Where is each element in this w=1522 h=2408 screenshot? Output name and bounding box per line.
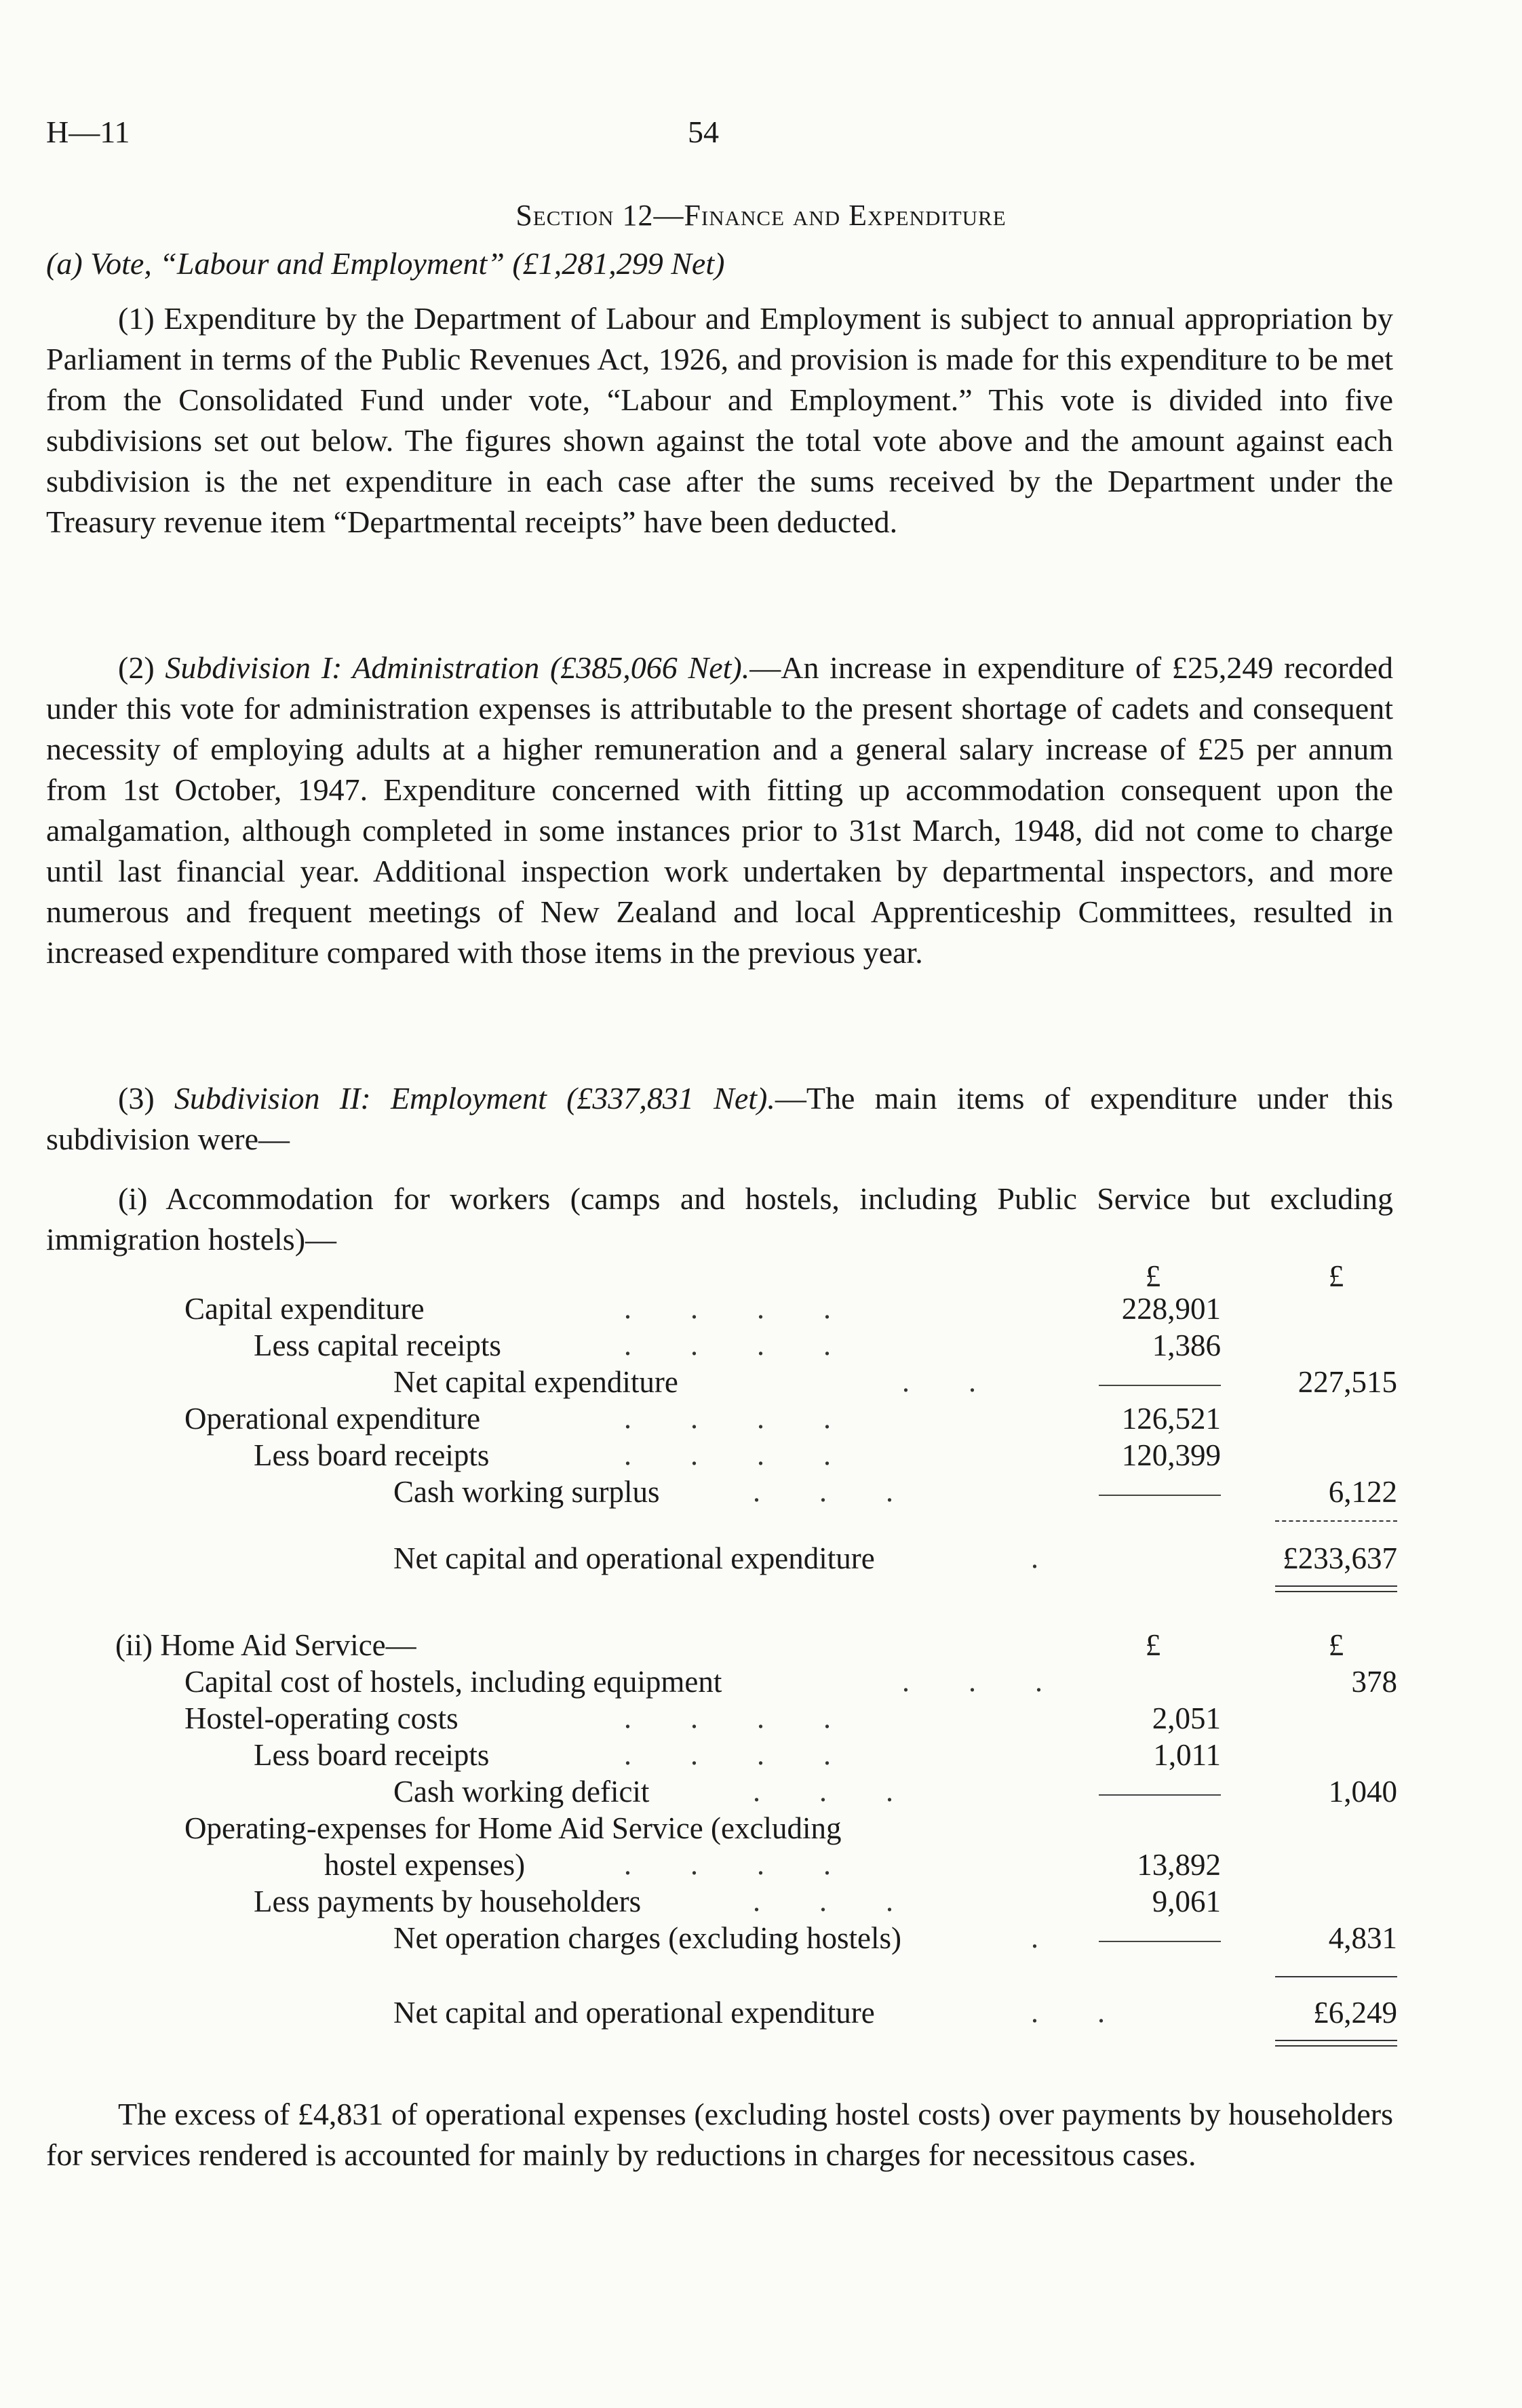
paragraph-3-number: (3) — [118, 1081, 174, 1116]
subtotal-rule — [1099, 1941, 1221, 1942]
paragraph-1: (1) Expenditure by the Department of Labour and Employment is subject to annual appropriation by Parliament in terms of the Public Revenues Act, 1926, and provision is made for this expenditure to be met from the Consolidated Fund under vote, “Labour and Employment.” This vote is divided into five subdivisions set out below. The figures shown against the total vote above and the amount against each subdivision is the net expenditure in each case after the sums received by the Department under the Treasury revenue item “Departmental receipts” have been deducted. — [46, 301, 1393, 539]
leader-dots: . . . . — [624, 1402, 857, 1435]
paragraph-3-body: —The main items of expenditure under this subdivision were— — [46, 1081, 1393, 1156]
leader-dots: . . . — [753, 1884, 919, 1918]
leader-dots: . . . — [753, 1775, 919, 1808]
leader-dots: . — [1031, 1921, 1064, 1954]
operating-expenses-label-line-2: hostel expenses) — [324, 1848, 526, 1882]
currency-column-2: £ — [1328, 1628, 1344, 1662]
less-board-receipts-value: 120,399 — [1121, 1438, 1221, 1472]
net-total-label: Net capital and operational expenditure — [393, 1541, 875, 1575]
hostel-operating-costs-label: Hostel-operating costs — [184, 1701, 458, 1735]
closing-paragraph: The excess of £4,831 of operational expenses (excluding hostel costs) over payments by householders for services rendered is accounted for mainly by reductions in charges for necessitous cases. — [46, 2097, 1393, 2172]
capital-cost-hostels-total: 378 — [1351, 1665, 1397, 1699]
subtotal-rule — [1099, 1385, 1221, 1386]
home-aid-net-total-label: Net capital and operational expenditure — [393, 1996, 875, 2030]
net-operation-charges-total: 4,831 — [1328, 1921, 1397, 1955]
less-payments-householders-value: 9,061 — [1152, 1884, 1221, 1918]
double-rule-bottom — [1275, 2045, 1397, 2047]
leader-dots: . . . . — [624, 1438, 857, 1472]
operating-expenses-label-line-1: Operating-expenses for Home Aid Service (excluding — [184, 1811, 842, 1845]
capital-cost-hostels-label: Capital cost of hostels, including equipment — [184, 1665, 722, 1699]
leader-dots: . . . . — [624, 1701, 857, 1735]
leader-dots: . . . — [753, 1475, 919, 1508]
cash-working-surplus-total: 6,122 — [1328, 1475, 1397, 1509]
paragraph-2-heading: Subdivision I: Administration (£385,066 Net). — [165, 650, 750, 685]
leader-dots: . . — [902, 1365, 1002, 1398]
double-rule-top — [1275, 2040, 1397, 2041]
subtotal-rule — [1099, 1794, 1221, 1796]
operational-expenditure-label: Operational expenditure — [184, 1402, 481, 1436]
cash-working-deficit-label: Cash working deficit — [393, 1775, 650, 1809]
capital-expenditure-value: 228,901 — [1121, 1292, 1221, 1326]
leader-dots: . . — [1031, 1996, 1131, 2029]
hostel-operating-costs-value: 2,051 — [1152, 1701, 1221, 1735]
double-rule-bottom — [1275, 1591, 1397, 1592]
total-rule — [1275, 1976, 1397, 1977]
leader-dots: . — [1031, 1541, 1064, 1575]
home-aid-heading: (ii) Home Aid Service— — [115, 1628, 416, 1662]
less-payments-householders-label: Less payments by householders — [254, 1884, 642, 1918]
paragraph-accommodation: (i) Accommodation for workers (camps and hostels, including Public Service but excluding immigration hostels)— — [46, 1181, 1393, 1257]
subtotal-rule — [1099, 1495, 1221, 1496]
leader-dots: . . . . — [624, 1848, 857, 1881]
leader-dots: . . . . — [624, 1738, 857, 1771]
paragraph-3-heading: Subdivision II: Employment (£337,831 Net). — [174, 1081, 775, 1116]
paragraph-2-body: —An increase in expenditure of £25,249 recorded under this vote for administration expenses is attributable to the present shortage of cadets and consequent necessity of employing adults at a higher remuneration and a general salary increase of £25 per annum from 1st October, 1947. Expenditure concerned with fitting up accommodation consequent upon the amalgamation, although completed in some instances prior to 31st March, 1948, did not come to charge until last financial year. Additional inspection work undertaken by departmental inspectors, and more numerous and frequent meetings of New Zealand and local Apprenticeship Committees, resulted in increased expenditure compared with those items in the previous year. — [46, 650, 1393, 970]
net-capital-expenditure-label: Net capital expenditure — [393, 1365, 678, 1399]
double-rule-top — [1275, 1585, 1397, 1587]
paragraph-2 — [46, 648, 1393, 973]
home-aid-less-board-receipts-label: Less board receipts — [254, 1738, 490, 1772]
page-number: 54 — [688, 115, 719, 149]
less-capital-receipts-value: 1,386 — [1152, 1328, 1221, 1362]
paragraph-3 — [46, 1078, 1393, 1160]
operating-expenses-value: 13,892 — [1137, 1848, 1221, 1882]
less-capital-receipts-label: Less capital receipts — [254, 1328, 501, 1362]
cash-working-surplus-label: Cash working surplus — [393, 1475, 660, 1509]
less-board-receipts-label: Less board receipts — [254, 1438, 490, 1472]
home-aid-less-board-receipts-value: 1,011 — [1153, 1738, 1221, 1772]
capital-expenditure-label: Capital expenditure — [184, 1292, 425, 1326]
net-total-value: £233,637 — [1283, 1541, 1397, 1575]
operational-expenditure-value: 126,521 — [1121, 1402, 1221, 1436]
paragraph-2-number: (2) — [118, 650, 165, 685]
net-operation-charges-label: Net operation charges (excluding hostels) — [393, 1921, 901, 1955]
subsection-heading: (a) Vote, “Labour and Employment” (£1,281,299 Net) — [46, 246, 725, 281]
currency-column-1: £ — [1145, 1259, 1161, 1293]
net-capital-expenditure-total: 227,515 — [1297, 1365, 1397, 1399]
section-title: Section 12—Finance and Expenditure — [515, 199, 1007, 232]
leader-dots: . . . — [902, 1665, 1068, 1698]
total-rule — [1275, 1520, 1397, 1522]
cash-working-deficit-total: 1,040 — [1328, 1775, 1397, 1809]
leader-dots: . . . . — [624, 1328, 857, 1362]
leader-dots: . . . . — [624, 1292, 857, 1325]
home-aid-net-total-value: £6,249 — [1313, 1996, 1397, 2030]
document-reference: H—11 — [46, 115, 130, 149]
currency-column-1: £ — [1145, 1628, 1161, 1662]
currency-column-2: £ — [1328, 1259, 1344, 1293]
